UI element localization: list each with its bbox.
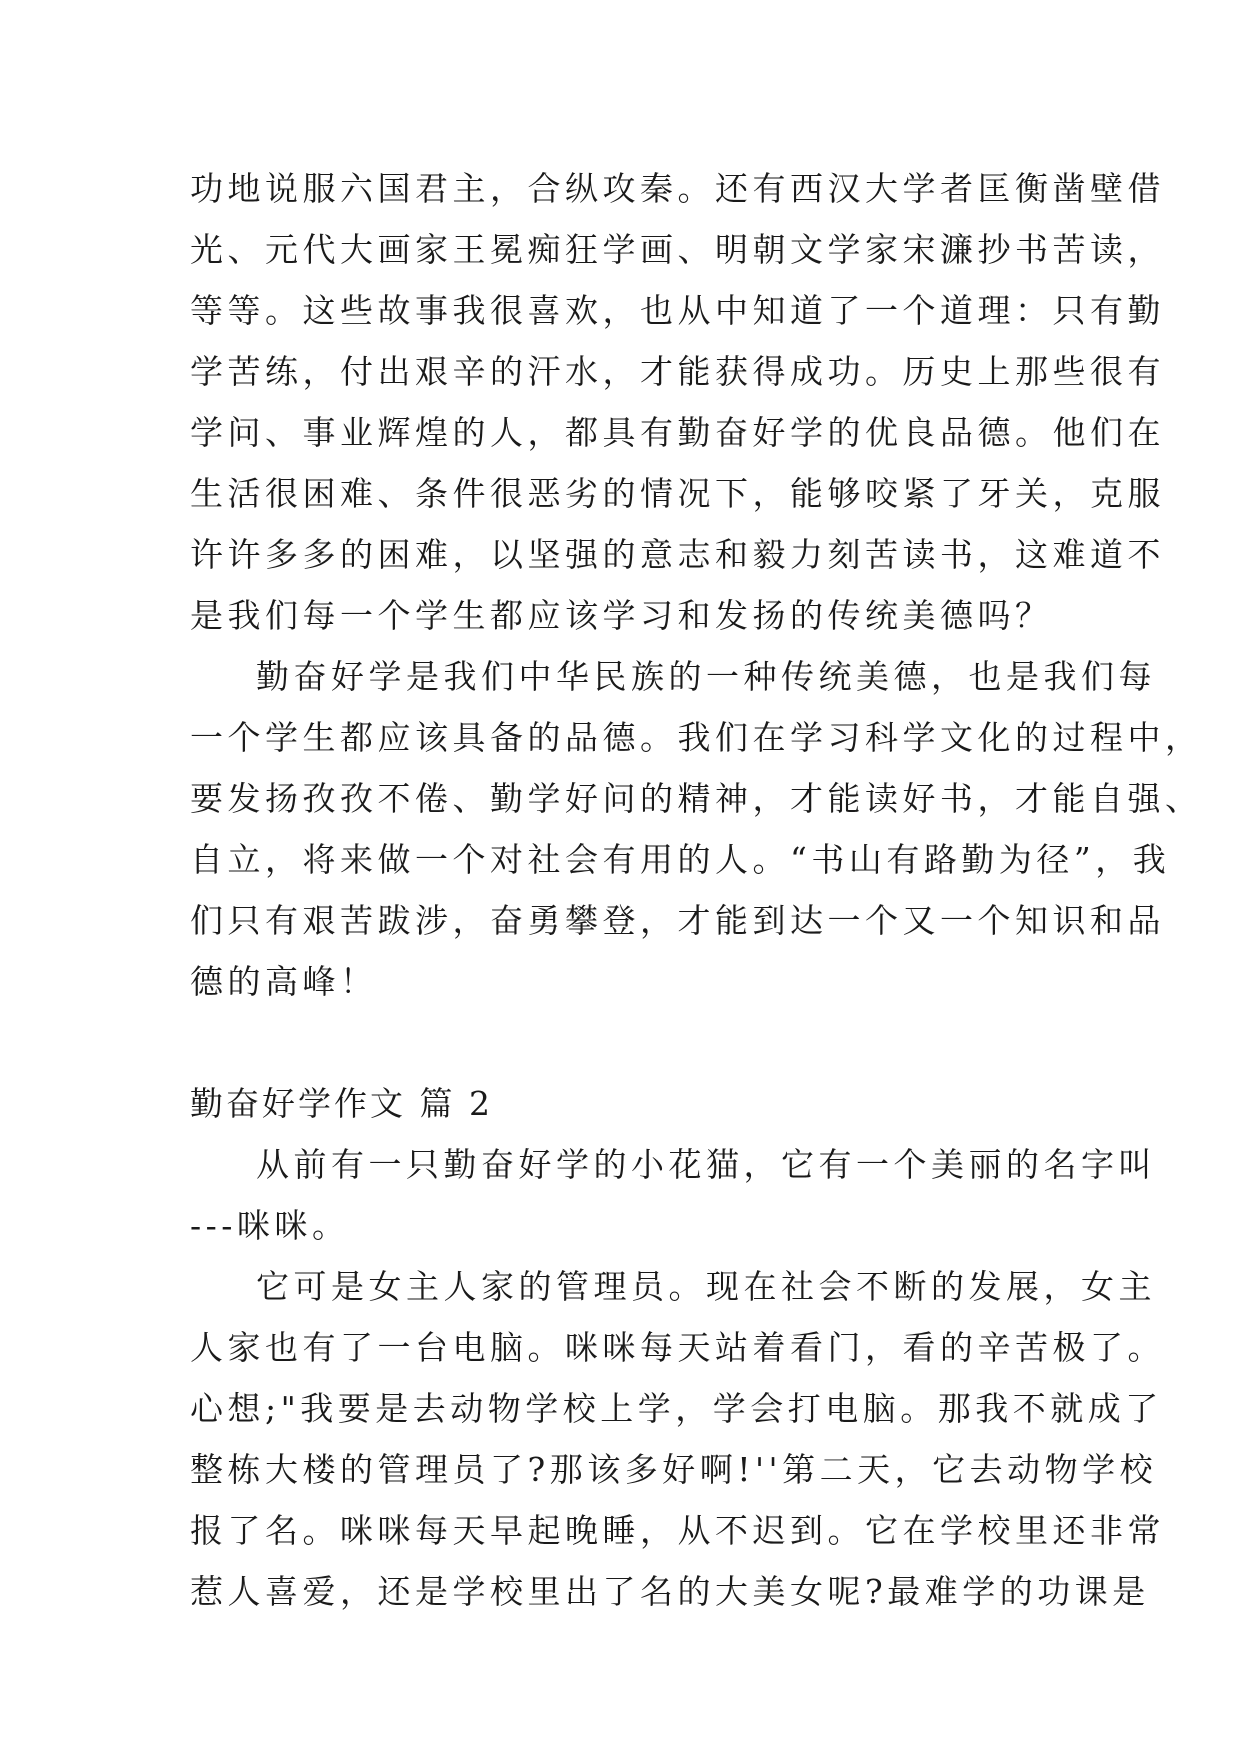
paragraph-2 (190, 646, 1203, 1012)
paragraph-3-line-1: 从前有一只勤奋好学的小花猫，它有一个美丽的名字叫 (256, 1145, 1156, 1184)
paragraph-4-line-1: 它可是女主人家的管理员。现在社会不断的发展，女主 (256, 1267, 1156, 1306)
paragraph-2-line-1: 勤奋好学是我们中华民族的一种传统美德，也是我们每 (256, 657, 1156, 696)
paragraph-2-line-2: 一个学生都应该具备的品德。我们在学习科学文化的过程中， (190, 718, 1203, 757)
paragraph-1-line-7: 许许多多的困难，以坚强的意志和毅力刻苦读书，这难道不 (190, 535, 1165, 574)
paragraph-4 (190, 1256, 1165, 1622)
document-body (190, 158, 1203, 1622)
paragraph-4-line-6: 惹人喜爱，还是学校里出了名的大美女呢?最难学的功课是 (190, 1572, 1150, 1611)
section-heading-text: 勤奋好学作文 篇 2 (190, 1084, 493, 1123)
section-heading (190, 1073, 1070, 1134)
paragraph-1-line-4: 学苦练，付出艰辛的汗水，才能获得成功。历史上那些很有 (190, 352, 1165, 391)
paragraph-4-line-2: 人家也有了一台电脑。咪咪每天站着看门，看的辛苦极了。 (190, 1328, 1165, 1367)
paragraph-2-line-6: 德的高峰！ (190, 962, 378, 1001)
paragraph-4-line-4: 整栋大楼的管理员了?那该多好啊!''第二天，它去动物学校 (190, 1450, 1158, 1489)
paragraph-1-line-8: 是我们每一个学生都应该学习和发扬的传统美德吗？ (190, 596, 1053, 635)
paragraph-3 (190, 1134, 1156, 1256)
paragraph-2-line-3: 要发扬孜孜不倦、勤学好问的精神，才能读好书，才能自强、 (190, 779, 1203, 818)
section-spacer (190, 1012, 1070, 1073)
paragraph-2-line-5: 们只有艰苦跋涉，奋勇攀登，才能到达一个又一个知识和品 (190, 901, 1165, 940)
paragraph-2-line-4: 自立，将来做一个对社会有用的人。“书山有路勤为径”，我 (190, 840, 1171, 879)
paragraph-1-line-2: 光、元代大画家王冕痴狂学画、明朝文学家宋濂抄书苦读， (190, 230, 1165, 269)
paragraph-1-line-5: 学问、事业辉煌的人，都具有勤奋好学的优良品德。他们在 (190, 413, 1165, 452)
paragraph-4-line-3: 心想;"我要是去动物学校上学，学会打电脑。那我不就成了 (190, 1389, 1163, 1428)
paragraph-1 (190, 158, 1165, 646)
paragraph-1-line-3: 等等。这些故事我很喜欢，也从中知道了一个道理：只有勤 (190, 291, 1165, 330)
paragraph-1-line-1: 功地说服六国君主，合纵攻秦。还有西汉大学者匡衡凿壁借 (190, 169, 1165, 208)
paragraph-1-line-6: 生活很困难、条件很恶劣的情况下，能够咬紧了牙关，克服 (190, 474, 1165, 513)
paragraph-3-line-2: ---咪咪。 (190, 1206, 350, 1245)
paragraph-4-line-5: 报了名。咪咪每天早起晚睡，从不迟到。它在学校里还非常 (190, 1511, 1165, 1550)
